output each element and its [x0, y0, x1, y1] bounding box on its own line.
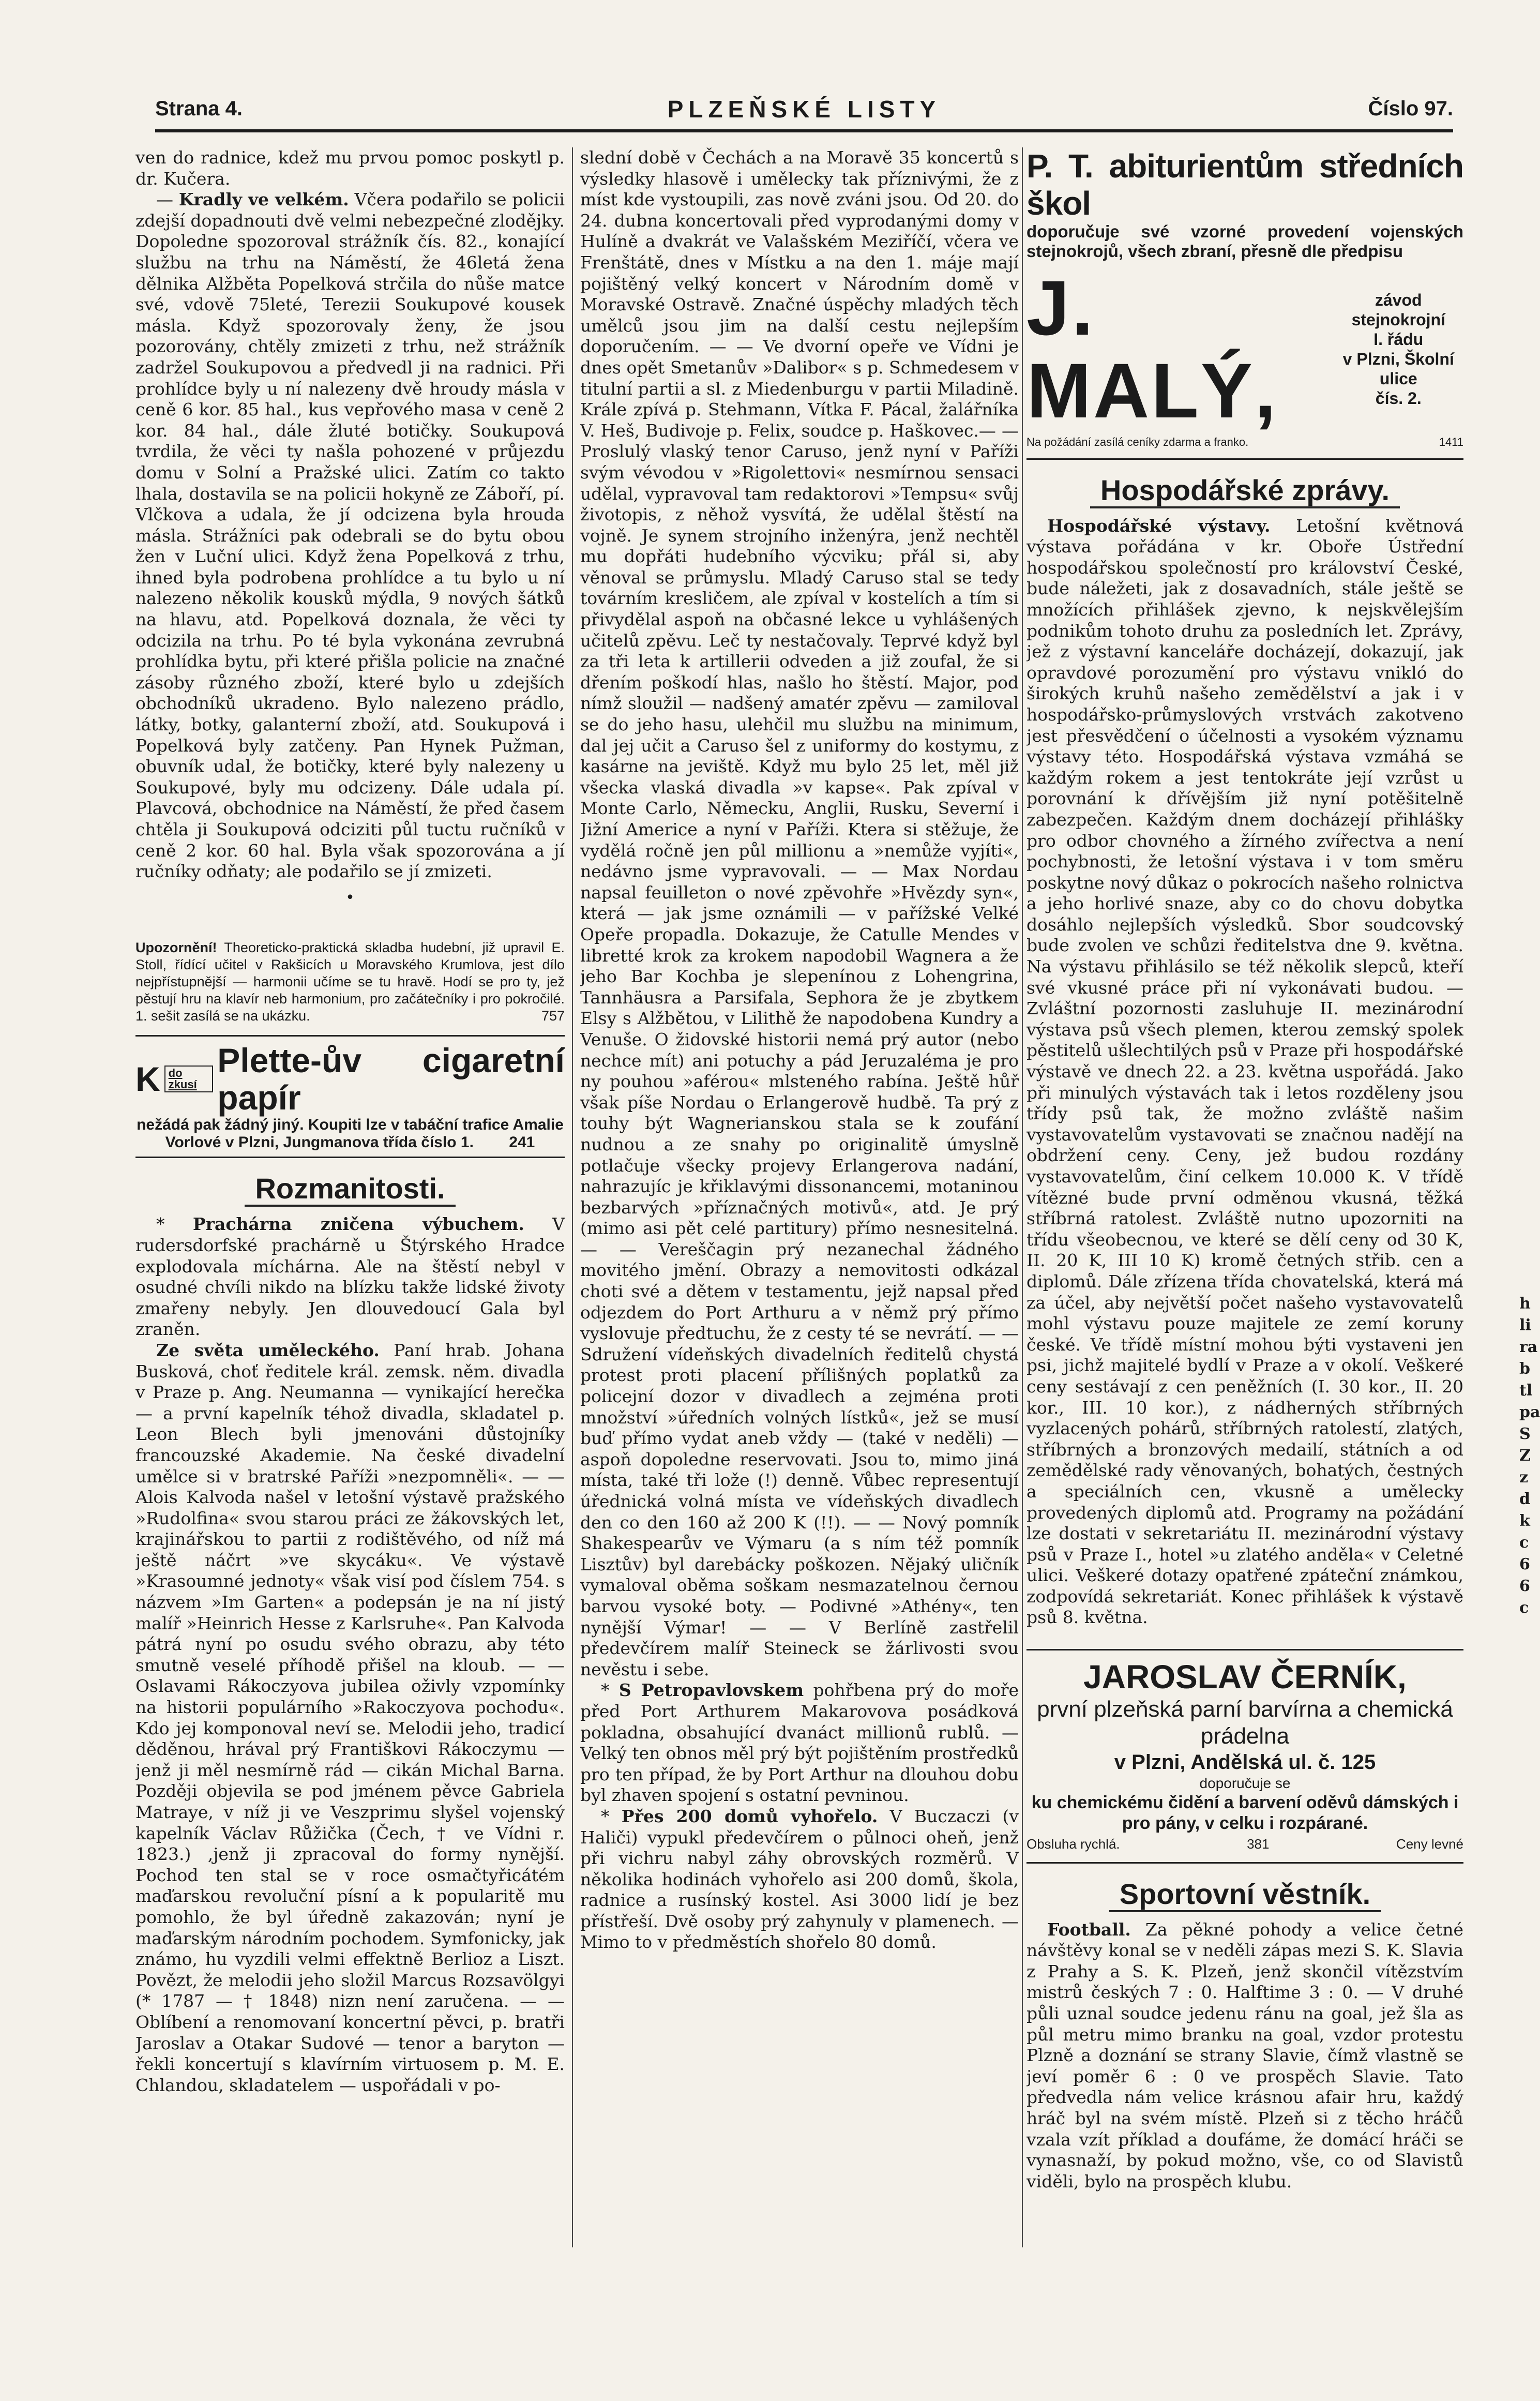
column-1	[135, 147, 565, 2247]
ad-subtitle: doporučuje své vzorné provedení vojenských stejnokrojů, všech zbraní, přesně dle předpisu	[1026, 222, 1463, 261]
column-2	[580, 147, 1019, 2247]
section-title-text: Sportovní věstník.	[1109, 1878, 1381, 1912]
article-heading: Přes 200 domů vyhořelo.	[621, 1806, 878, 1826]
edge-fragment: 6	[1519, 1577, 1530, 1595]
column-rule-1	[572, 147, 573, 2247]
ad-brand-row	[1026, 266, 1463, 432]
section-title-sport	[1026, 1876, 1463, 1912]
article-body: Včera podařilo se policii zdejší dopadnouti dvě velmi nebezpečné zlodějky. Dopoledne spozoroval strážník čís. 82., konající službu na trhu na Náměstí, že 46letá žena dělnika Alžběta Popelková strčila do nůše matce své, vdově 75leté, Terezii Soukupové kousek másla. Když spozorovaly ženy, že jsou pozorovány, chtěly zmizeti z trhu, než strážník zadržel Soukupovou a předvedl ji na radnici. Při prohlídce byly u ní nalezeny dvě hroudy másla v ceně 6 kor. 85 hal., kus vepřového masa v ceně 2 kor. 84 hal., dále žluté botičky. Soukupová tvrdila, že věci ty našla pohozené v průjezdu domu v Solní a Pražské ulici. Zatím co takto lhala, dostavila se na policii hokyně ze Záboří, pí. Vlčkova a udala, že jí odcizena byla hrouda másla. Strážníci pak odebrali se do bytu obou žen v Luční ulici. Když žena Popelková z trhu, ihned byla podrobena prohlídce a tu bylo u ní nalezeno několik kousků mýdla, 9 nových šátků na hlavu, atd. Popelková doznala, že věci ty odcizila na trhu. Po té byla vykonána zevrubná prohlídka bytu, při které přišla policie na značné zásoby různého zboží, které bylo u zdejších obchodníků ukradeno. Bylo nalezeno prádlo, látky, botky, galanterní zboží, atd. Soukupová i Popelková byly zatčeny. Pan Hynek Pužman, obuvník udal, že botičky, které byly nalezeny u Soukupové, byly mu odcizeny. Dále udala pí. Plavcová, obchodnice na Náměstí, že před časem chtěla ji Soukupová odciziti půl tuctu ručníků v ceně 2 kor. 60 hal. Byla však spozorována a jí ručníky odňaty; ale podařilo se jí zmizeti.	[135, 189, 565, 882]
ad-number: 381	[1247, 1836, 1270, 1852]
ad-small-label: do zkusí	[164, 1066, 214, 1092]
ad-title: Plette-ův cigaretní papír	[217, 1041, 565, 1117]
ad-address-line: v Plzni, Školní ulice	[1342, 350, 1454, 388]
article-heading: Ze světa uměleckého.	[156, 1340, 380, 1360]
notice-body: Theoreticko-praktická skladba hudební, již upravil E. Stoll, řídící učitel v Rakšicích u Moravského Krumlova, jest dílo nejpřístupnější — harmonii učíme se tu hravě. Hodí se pro ty, jež pěstují hru na klavír neb harmonium, pro začátečníky i pro pokročilé. 1. sešit zasílá se na ukázku.	[135, 940, 565, 1024]
article-football	[1026, 1919, 1463, 2193]
ad-footer	[1026, 432, 1463, 453]
article-heading: S Petropavlovskem	[618, 1680, 804, 1701]
page-number: Strana 4.	[155, 97, 243, 120]
column-rule-2	[1022, 147, 1023, 2247]
ad-brand-name: J. MALÝ,	[1026, 264, 1278, 434]
ad-text	[135, 1116, 565, 1151]
ad-address-line: závod stejnokrojní	[1351, 291, 1445, 329]
cernik-laundry-ad	[1026, 1649, 1463, 1864]
ad-address	[1334, 290, 1463, 408]
article-body: Paní hrab. Johana Busková, choť ředitele král. zemsk. něm. divadla v Praze p. Ang. Neumanna — vynikající herečka — a první kapelník téhož divadla, skladatel p. Leon Blech byli jmenováni důstojníky francouzské Akademie. Na české divadelní umělce si v bratrské Paříži »nezpomněli«. — — Alois Kalvoda našel v letošní výstavě pražského »Rudolfina« svou starou práci ze žákovských let, krajinářskou to partii z rodištěvého, od níž má ještě náčrt »ve skycáku«. Ve výstavě »Krasoumné jednoty« však visí pod číslem 754. s názvem »Im Garten« a podepsán je na ní jistý malíř »Heinrich Hesse z Karlsruhe«. Pan Kalvoda pátrá nyní po osudu svého obrazu, aby této smutně veselé příhodě přišel na kloub. — — Oslavami Rákoczyova jubilea oživly vzpomínky na historii populárního »Rakoczyova pochodu«. Kdo jej komponoval neví se. Melodii jeho, tradicí děděnou, hrával prý Františkovi Rákoczymu — jenž ji měl nesmírně rád — cikán Michal Barna. Později objevila se pod jménem pěvce Gabriela Matraye, v níž ji ve Veszprimu slyšel vojenský kapelník Václav Růžička (Čech, † ve Vídni r. 1823.) ,jenž ji zpracoval do formy nynější. Pochod ten stal se v roce osmačtyřicátém maďarskou revoluční písní a k popularitě mu pomohlo, že byl úředně zakazován; nyní je maďarským národním pochodem. Symfonicky, jak známo, hu vyzdili velmi effektně Berlioz a Liszt. Povězt, že melodii jeho složil Marcus Rozsavölgyi (* 1787 — † 1848) nizn není zaručena. — — Oblíbení a renomovaní koncertní pěvci, p. bratři Jaroslav a Otakar Sudové — tenor a baryton — řekli koncertují s klavírním virtuosem p. M. E. Chlandou, skladatelem — uspořádali v po-	[135, 1340, 565, 2095]
notice-number: 757	[541, 1008, 565, 1024]
ad-brand-name: JAROSLAV ČERNÍK,	[1083, 1658, 1407, 1696]
ad-title: P. T. abiturientům středních škol	[1026, 147, 1463, 222]
adjacent-page-edge	[1519, 1293, 1540, 1619]
article-continuation: ven do radnice, kdež mu prvou pomoc poskytl p. dr. Kučera.	[135, 147, 565, 189]
article-explosion: * Prachárna zničena výbuchem. V rudersdorfské prachárně u Štýrského Hradce explodovala míchárna. Ale na štěstí nebyl v osudné chvíli nikdo na blízku takže lidské životy zmařeny nebyly. Jen dlouvedoucí Gala byl zraněn.	[135, 1214, 565, 1340]
article-heading: Hospodářské výstavy.	[1047, 515, 1271, 536]
separator-dot: •	[345, 888, 355, 907]
ad-line: první plzeňská parní barvírna a chemická prádelna	[1037, 1697, 1453, 1749]
article-body: Za pěkné pohody a velice četné návštěvy konal se v neděli zápas mezi S. K. Slavia z Prahy a S. K. Plzeň, jenž skončil vítězstvím mistrů českých 7 : 0. Halftime 3 : 0. — V druhé půli uznal soudce jedenu ránu na goal, jež šla as půl metru mimo branku na goal, vzdor protestu Plzně a doznání se strany Slavie, čímž vlastně se jeví poměr 6 : 0 ve prospěch Slavie. Tato předvedla nám velice krásnou afair hru, každý hráč byl na svém místě. Plzeň si z těcho hráčů vzala vzít příklad a doufáme, že domácí hráči se vynasnaží, by pokud možno, vše, co od Slavistů viděli, bylo na prospěch klubu.	[1026, 1919, 1463, 2192]
ad-line: doporučuje se	[1199, 1775, 1291, 1792]
edge-fragment: ra	[1519, 1338, 1538, 1356]
article-heading: Prachárna zničena výbuchem.	[192, 1214, 524, 1235]
column-3	[1026, 147, 1463, 2247]
page-header	[155, 93, 1453, 132]
masthead-title: PLZEŇSKÉ LISTY	[667, 96, 941, 123]
article-fire: * Přes 200 domů vyhořelo. V Buczaczi (v Haliči) vypukl předevčírem o půlnoci oheň, jenž při vichru nabyl záhy obrovských rozměrů. V několika hodinách vyhořelo asi 200 domů, škola, radnice a rusínský kostel. Asi 3000 lidí je bez přístřeší. Dvě osoby prý zahynuly v plamenech. — Mimo to v předměstích shořelo 80 domů.	[580, 1806, 1019, 1953]
edge-fragment: c	[1519, 1599, 1529, 1617]
edge-fragment: 6	[1519, 1555, 1530, 1573]
article-body: pohřbena prý do moře před Port Arthurem Makarovova posádková pokladna, obsahující dvanáct millionů rublů. — Velký ten obnos měl prý být pojištěním prostředků pro ten případ, že by Port Arthur na dlouhou dobu byl zhaven spojení s ostatní pevninou.	[580, 1680, 1019, 1806]
edge-fragment: z	[1519, 1468, 1529, 1487]
ad-number: 1411	[1439, 436, 1463, 448]
section-title-rozmanitosti	[135, 1171, 565, 1207]
ad-number: 241	[509, 1134, 535, 1151]
article-petropavlovsk: * S Petropavlovskem pohřbena prý do moře před Port Arthurem Makarovova posádková pokladna, obsahující dvanáct millionů rublů. — Velký ten obnos měl prý být pojištěním prostředků pro ten případ, že by Port Arthur na dlouhou dobu byl zhaven spojení s ostatní pevninou.	[580, 1680, 1019, 1806]
article-heading: Kradly ve velkém.	[178, 189, 349, 210]
article-art-world	[135, 1340, 565, 2096]
ad-address: v Plzni, Andělská ul. č. 125	[1114, 1751, 1376, 1774]
article-thieves: — Kradly ve velkém. Včera podařilo se policii zdejší dopadnouti dvě velmi nebezpečné zlodějky. Dopoledne spozoroval strážník čís. 82., konající službu na trhu na Náměstí, že 46letá žena dělnika Alžběta Popelková strčila do nůše matce své, vdově 75leté, Terezii Soukupové kousek másla. Když spozorovaly ženy, že jsou pozorovány, chtěly zmizeti z trhu, než strážník zadržel Soukupovou a předvedl ji na radnici. Při prohlídce byly u ní nalezeny dvě hroudy másla v ceně 6 kor. 85 hal., kus vepřového masa v ceně 2 kor. 84 hal., dále žluté botičky. Soukupová tvrdila, že věci ty našla pohozené v průjezdu domu v Solní a Pražské ulici. Zatím co takto lhala, dostavila se na policii hokyně ze Záboří, pí. Vlčkova a udala, že jí odcizena byla hrouda másla. Strážníci pak odebrali se do bytu obou žen v Luční ulici. Když žena Popelková z trhu, ihned byla podrobena prohlídce a tu bylo u ní nalezeno několik kousků mýdla, 9 nových šátků na hlavu, atd. Popelková doznala, že věci ty odcizila na trhu. Po té byla vykonána zevrubná prohlídka bytu, při které přišla policie na značné zásoby různého zboží, které bylo u zdejších obchodníků ukradeno. Bylo nalezeno prádlo, látky, botky, galanterní zboží, atd. Soukupová i Popelková byly zatčeny. Pan Hynek Pužman, obuvník udal, že botičky, které byly nalezeny u Soukupové, byly mu odcizeny. Dále udala pí. Plavcová, obchodnice na Náměstí, že před časem chtěla ji Soukupová odciziti půl tuctu ručníků v ceně 2 kor. 60 hal. Byla však spozorována a jí ručníky odňaty; ale podařilo se jí zmizeti.	[135, 189, 565, 882]
edge-fragment: k	[1519, 1512, 1530, 1530]
article-body: V rudersdorfské prachárně u Štýrského Hradce explodovala míchárna. Ale na štěstí nebyl v osudné chvíli nikdo na blízku takže lidské životy zmařeny nebyly. Jen dlouvedoucí Gala byl zraněn.	[135, 1214, 565, 1340]
article-body: Letošní květnová výstava pořádána v kr. Oboře Ústřední hospodářskou společností pro království České, bude náležeti, jak z dosavadních, stále ještě se množících přihlášek zjevno, k nejskvělejším podnikům tohoto druhu za posledních let. Zprávy, jež z výstavní kanceláře docházejí, dokazují, jak opravdové porozumění pro výstavu vnikló do širokých kruhů našeho zemědělství a jak i v hospodářsko-průmyslových vrstvách zakotveno jest přesvědčení o účelnosti a vysokém významu výstavy této. Hospodářská výstava vzmáhá se každým rokem a jest tentokráte její vzrůst u porovnání k dřívějším již nyní potěšitelně zabezpečen. Každým dnem docházejí přihlášky pro odbor chovného a žírného zvířectva a není pochybnosti, že letošní výstava i v tom směru poskytne nový důkaz o pokrocích našeho rolnictva a jeho horlivé snaze, aby co do chovu dobytka dosáhlo nejlepších výsledků. Sbor soudcovský bude zvolen ve schůzi ředitelstva dne 9. května. Na výstavu přihlásilo se též několik slepců, kteří své vkusné práce při ní vykonávati budou. — Zvláštní pozornosti zasluhuje II. mezinárodní výstava psů všech plemen, kterou zemský spolek pěstitelů ušlechtilých psů v Praze při hospodářské výstavě ve dnech 22. a 23. května uspořádá. Jako při minulých výstavách tak i letos rozděleny jsou třídy psů tak, že možno zvláště našim vystavovatelům vystavovati se značnou nadějí na obdržení ceny. Ceny, jež budou rozdány vystavovatelům, činí celkem 10.000 K. V třídě vítězné bude první odměnou vkusná, těžká stříbrná ratolest. Zvláště nutno upozorniti na třídu všeobecnou, ve které se dělí ceny od 30 K, II. 20 K, III 10 K) kromě četných střib. cen a diplomů. Dále zřízena třída chovatelská, která má za účel, aby největší počet našeho vystavovatelů mohl výstavu pouze majitele ze zemí koruny české. Ve třídě místní mohou býti vystaveni jen psi, jichž majitelé bydlí v Praze a v okolí. Veškeré ceny sestávají z cen peněžních (I. 30 kor., II. 20 kor., III. 10 kor.), z nádherných stříbrných vyzlacených pohárů, stříbrných ratolestí, zlatých, stříbrných a bronzových medailí, státních a od zemědělské rady věnovaných, bohatých, čestných a speciálních cen, vkusně a umělecky provedených diplomů atd. Programy na požádání lze dostati v sekretariátu II. mezinárodní výstavy psů v Praze I., hotel »u zlatého anděla« v Celetné ulici. Veškeré dotazy opatřené zpáteční známkou, zodpovídá sekretariát. Konec přihlášek k výstavě psů 8. května.	[1026, 515, 1463, 1628]
edge-fragment: c	[1519, 1534, 1529, 1552]
cigarette-paper-ad	[135, 1035, 565, 1158]
ad-title-row	[135, 1042, 565, 1116]
ad-address-line: čís. 2.	[1375, 389, 1422, 408]
ad-footer-text: Na požádání zasílá ceníky zdarma a franko.	[1026, 436, 1249, 448]
ad-text-body: nežádá pak žádný jiný. Koupiti lze v tabáční trafice Amalie Vorlové v Plzni, Jungmanova třída číslo 1.	[137, 1116, 564, 1151]
ad-footer-right: Ceny levné	[1396, 1836, 1463, 1852]
edge-fragment: S	[1519, 1425, 1531, 1443]
issue-number: Číslo 97.	[1368, 97, 1453, 120]
maly-uniform-ad	[1026, 147, 1463, 460]
edge-fragment: b	[1519, 1360, 1530, 1378]
article-exhibitions	[1026, 516, 1463, 1628]
edge-fragment: pa	[1519, 1403, 1540, 1421]
ad-address-line: I. řádu	[1373, 330, 1424, 349]
notice-ad	[135, 939, 565, 1025]
edge-fragment: li	[1519, 1316, 1531, 1334]
edge-fragment: tl	[1519, 1382, 1533, 1400]
edge-fragment: Z	[1519, 1447, 1531, 1465]
ad-line: ku chemickému čidění a barvení oděvů dámských i pro pány, v celku i rozpárané.	[1031, 1793, 1459, 1834]
ad-title-initial: K	[135, 1060, 160, 1099]
section-title-text: Rozmanitosti.	[245, 1172, 455, 1207]
section-title-hospodarske	[1026, 472, 1463, 508]
article-heading: Football.	[1047, 1919, 1131, 1940]
article-body: V Buczaczi (v Haliči) vypukl předevčírem o půlnoci oheň, jenž při vichru nabyl záhy obrovských rozměrů. V několika hodinách vyhořelo asi 200 domů, škola, radnice a rusínský kostel. Asi 3000 lidí je bez přístřeší. Dvě osoby prý zahynuly v plamenech. — Mimo to v předměstích shořelo 80 domů.	[580, 1806, 1019, 1953]
notice-heading: Upozornění!	[135, 940, 217, 956]
edge-fragment: h	[1519, 1295, 1531, 1313]
section-title-text: Hospodářské zprávy.	[1090, 474, 1400, 508]
ad-footer	[1026, 1834, 1463, 1855]
ad-footer-left: Obsluha rychlá.	[1026, 1836, 1120, 1852]
edge-fragment: d	[1519, 1490, 1530, 1508]
article-continuation: slední době v Čechách a na Moravě 35 koncertů s výsledky hlasově i umělecky tak příznivými, že z míst kde vystoupili, zas nově zváni jsou. Od 20. do 24. dubna koncertovali před vyprodanými domy v Hulíně a dvakrát ve Valašském Meziříčí, včera ve Frenštátě, dnes v Místku a na den 1. máje mají pojištěný velký koncert v Národním domě v Moravské Ostravě. Značné úspěchy mladých těch umělců jsou jim na další cestu nejlepším doporučením. — — Ve dvorní opeře ve Vídni je dnes opět Smetanův »Dalibor« s p. Schmedesem v titulní partii a sl. z Miedenburgu v partii Miladině. Krále zpívá p. Stehmann, Vítka F. Pácal, žalářníka V. Heš, Budivoje p. Felix, soudce p. Haškovec.— — Proslulý vlaský tenor Caruso, jenž nyní v Paříži svým vévodou v »Rigolettovi« nesmírnou sensaci udělal, vypravoval tam redaktorovi »Tempsu« svůj životopis, z něhož vysvítá, že udělal štěstí na vojně. Je synem strojního inženýra, jenž nechtěl mu dopřáti hudebního výcviku; přál si, aby věnoval se průmyslu. Mladý Caruso stal se tedy továrním kresličem, ale zpíval v kostelích a tím si přivydělal aspoň na občasné lekce u vyhlášených učitelů zpěvu. Leč ty nestačovaly. Teprvé když byl za tři leta k artillerii odveden a již zoufal, že si dřením poškodí hlas, našlo ho štěstí. Major, pod nímž sloužil — nadšený amatér zpěvu — zamiloval se do jeho hasu, ulehčil mu službu na minimum, dal jej učit a Caruso šel z uniformy do kostymu, z kasárne na jeviště. Když mu bylo 25 let, měl již všecka vlaská divadla »v kapse«. Pak zpíval v Monte Carlo, Německu, Anglii, Rusku, Severní i Jižní Americe a nyní v Paříži. Ktera si stěžuje, že vydělá ročně jen půl millionu a »nemůže vyjíti«, nedávno jsme vypravovali. — — Max Nordau napsal feuilleton o nové zpěvohře »Hvězdy syn«, která — jak jsme oznámili — v pařížské Velké Opeře propadla. Dokazuje, že Catulle Mendes v libretté krok za krokem napodobil Wagnera a že jeho Bar Kochba je slepenínou z Lohengrina, Tannhäusra a Parsifala, Sephora že je zbytkem Elsy s Alžbětou, v Lilithě že napodobena Kundry a Venuše. O židovské historii nemá prý autor (nebo nechce mít) ani potuchy a pád Jeruzaléma je pro ny pouhou »aférou« mlsteného rabína. Ještě hůř však píše Nordau o Erlangerově hudbě. Ta prý z touhy být Wagnerianskou stala se k zoufání nudnou a ze snahy po originalitě úmyslně potlačuje všecky projevy Erlangerova nadání, nahrazujíc je křiklavými dissonancemi, motaninou bezbarvých »příznačných motivů«, atd. Je prý (mimo asi pět celé partitury) přímo nesnesitelná. — — Vereščagin prý nezanechal žádného movitého jmění. Obrazy a nemovitosti odkázal choti své a dětem v testamentu, jejž napsal před odjezdem do Port Arthuru a v němž prý přímo vyslovuje předtuchu, že z cesty té se nevrátí. — — Sdružení vídeňských divadelních ředitelů chystá protest proti placení přílišných poplatků za policejní dozor v divadlech a zejména proti množství »úředních volných lístků«, jež se musí buď přímo vydat aneb vždy — (také v neděli) — aspoň dopoledne reservovati. Jsou to, mimo jiná místa, také tři lože (!) denně. Vůbec representují úřednická volná místa ve vídeňských divadlech den co den 160 až 200 K (!!). — — Nový pomník Shakespearův ve Výmaru (a s ním též pomník Lisztův) byl darebácky poškozen. Nějaký uličník vymaloval oběma soškam nesmazatelnou černou barvou vysoké boty. — Podivné »Athény«, ten nynější Výmar! — — V Berlíně zastřelil předevčírem malíř Steineck se žárlivosti svou nevěstu i sebe.	[580, 147, 1019, 1679]
